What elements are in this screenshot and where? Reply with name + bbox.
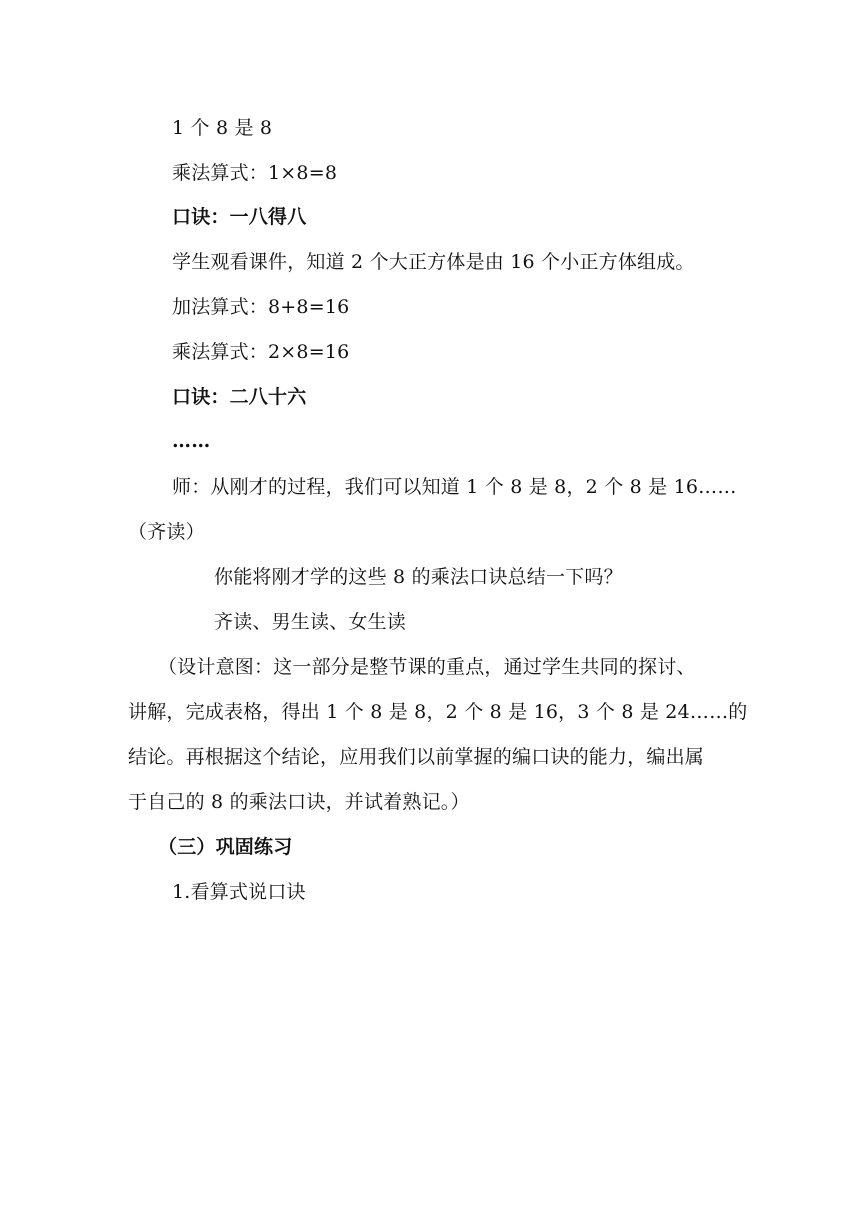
text-line-1x8: 1 个 8 是 8 bbox=[172, 117, 273, 139]
text-line-design-intent-2: 讲解，完成表格，得出 1 个 8 是 8，2 个 8 是 16，3 个 8 是 24……的 bbox=[128, 701, 748, 723]
text-line-rhyme-1: 口诀：一八得八 bbox=[172, 206, 307, 228]
text-line-read-together: （齐读） bbox=[128, 521, 205, 543]
text-line-multiplication-2: 乘法算式：2×8=16 bbox=[172, 341, 350, 363]
text-line-design-intent-1: （设计意图：这一部分是整节课的重点，通过学生共同的探讨、 bbox=[158, 656, 696, 678]
text-line-design-intent-4: 于自己的 8 的乘法口诀，并试着熟记。） bbox=[128, 791, 470, 813]
text-line-exercise-1: 1.看算式说口诀 bbox=[172, 881, 306, 903]
section-heading-practice: （三）巩固练习 bbox=[158, 836, 293, 858]
text-line-design-intent-3: 结论。再根据这个结论，应用我们以前掌握的编口诀的能力，编出属 bbox=[128, 746, 705, 768]
text-line-summary-question: 你能将刚才学的这些 8 的乘法口诀总结一下吗？ bbox=[214, 566, 623, 588]
text-line-courseware: 学生观看课件，知道 2 个大正方体是由 16 个小正方体组成。 bbox=[172, 251, 695, 273]
text-line-reading-order: 齐读、男生读、女生读 bbox=[214, 611, 407, 633]
text-line-multiplication-1: 乘法算式：1×8=8 bbox=[172, 162, 338, 184]
text-line-rhyme-2: 口诀：二八十六 bbox=[172, 386, 307, 408]
text-line-teacher: 师：从刚才的过程，我们可以知道 1 个 8 是 8，2 个 8 是 16…… bbox=[172, 476, 737, 498]
text-line-ellipsis: …… bbox=[172, 430, 211, 452]
text-line-addition: 加法算式：8+8=16 bbox=[172, 296, 350, 318]
